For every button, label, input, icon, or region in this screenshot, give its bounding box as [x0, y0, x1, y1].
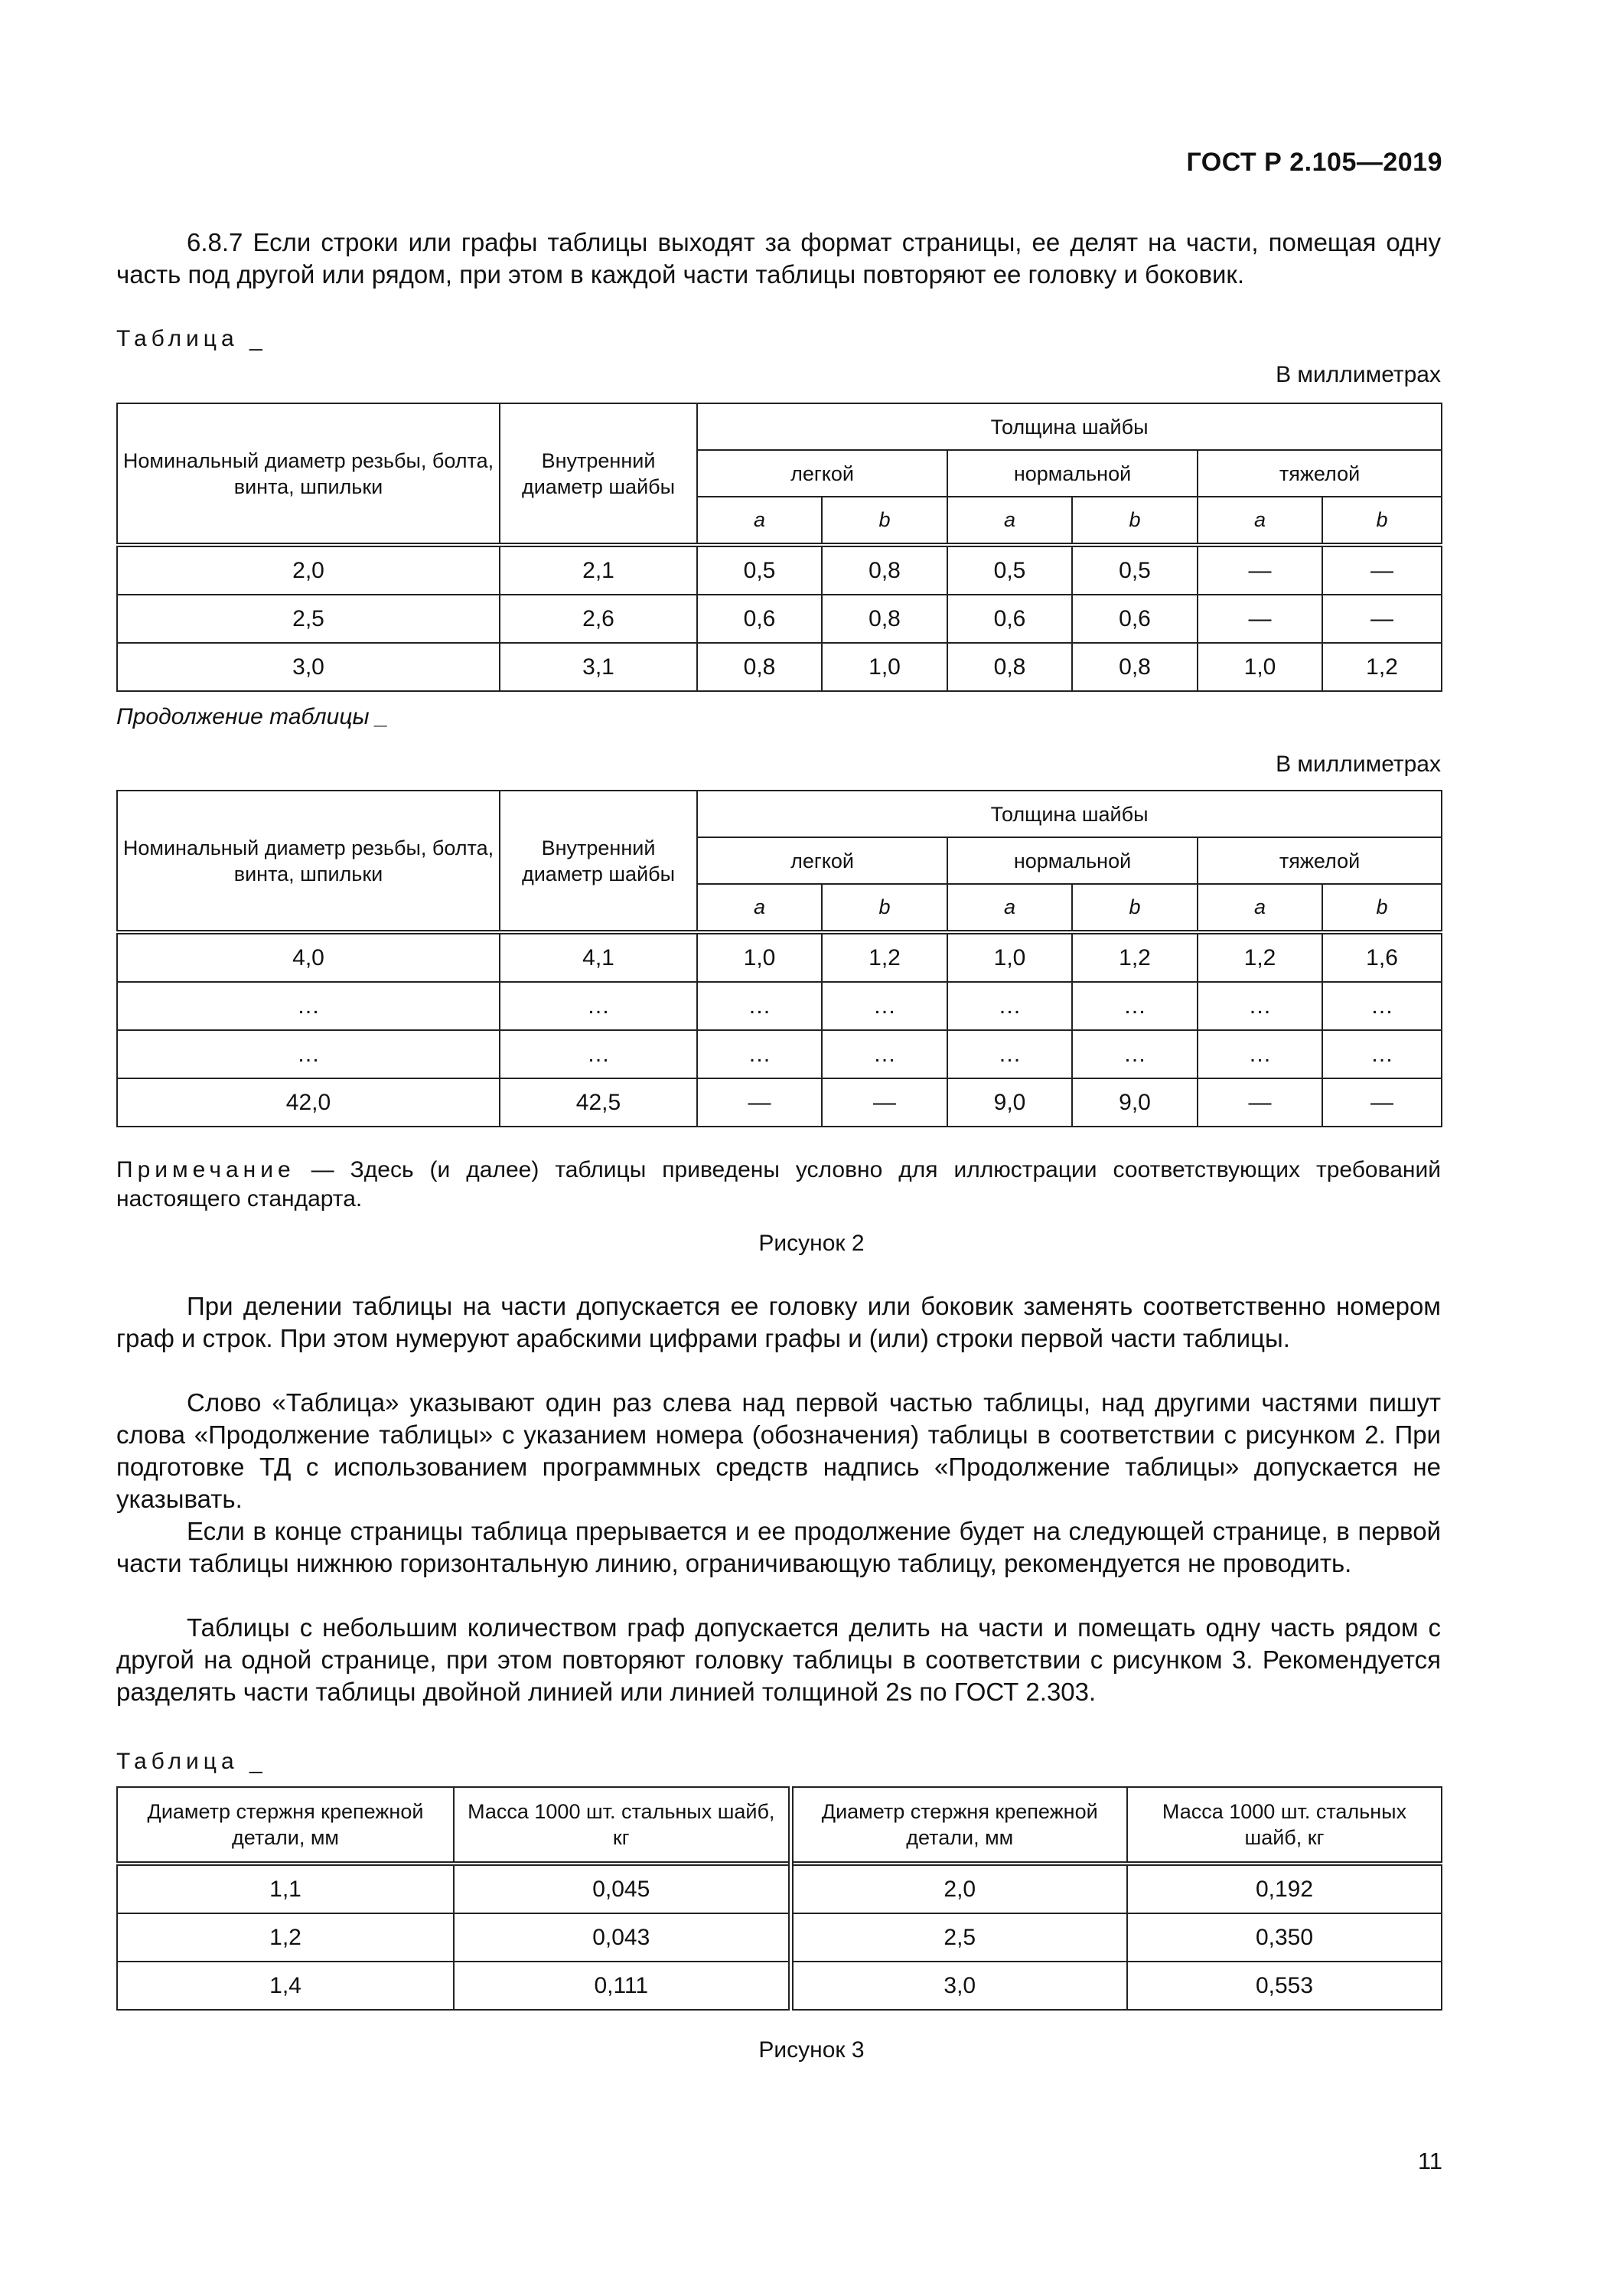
table-cell: 1,0 [697, 932, 822, 982]
table-cell: 0,8 [1072, 643, 1198, 691]
table3-head-diameter: Диаметр стержня крепежной детали, мм [790, 1787, 1127, 1864]
table1-caption: Таблица _ [116, 326, 267, 351]
table-cell: 0,5 [1072, 545, 1198, 595]
table-cell: … [697, 1030, 822, 1078]
table-cell: 1,2 [1198, 932, 1322, 982]
table-row [117, 595, 1442, 643]
table-cell: … [1198, 1030, 1322, 1078]
table-cell: 0,043 [454, 1913, 790, 1962]
table-cell: 0,111 [454, 1962, 790, 2010]
note-text: — Здесь (и далее) таблицы приведены условно для иллюстрации соответствующих требований настоящего стандарта. [116, 1157, 1441, 1212]
document-code-header: ГОСТ Р 2.105—2019 [1186, 148, 1442, 177]
table-cell: 0,6 [697, 595, 822, 643]
table-row [117, 932, 1442, 982]
table-cell: 0,192 [1127, 1864, 1442, 1913]
table-cell: 0,6 [947, 595, 1072, 643]
table-cell: 2,5 [117, 595, 500, 643]
table1-head-b: b [1072, 497, 1198, 545]
table-cell: 1,2 [822, 932, 947, 982]
table-cell: 9,0 [947, 1078, 1072, 1127]
table-cell: … [697, 982, 822, 1030]
table3 [116, 1786, 1442, 2011]
table3-head-diameter: Диаметр стержня крепежной детали, мм [117, 1787, 454, 1864]
table-cell: — [1198, 545, 1322, 595]
table3-head-mass: Масса 1000 шт. стальных шайб, кг [454, 1787, 790, 1864]
table-cell: 3,0 [790, 1962, 1127, 2010]
table-cell: — [1322, 545, 1442, 595]
table2-head-b: b [1072, 884, 1198, 932]
table-row [117, 1864, 1442, 1913]
table-cell: 0,5 [697, 545, 822, 595]
table-cell: … [1198, 982, 1322, 1030]
table-cell: … [1322, 982, 1442, 1030]
table2-head-inner-diameter: Внутренний диаметр шайбы [500, 791, 697, 932]
table1-head-heavy: тяжелой [1198, 450, 1442, 497]
table-row [117, 982, 1442, 1030]
table3-head-mass: Масса 1000 шт. стальных шайб, кг [1127, 1787, 1442, 1864]
table-cell: … [1322, 1030, 1442, 1078]
table-row [117, 545, 1442, 595]
table-row [117, 1962, 1442, 2010]
table-cell: 0,8 [822, 545, 947, 595]
table-cell: 0,045 [454, 1864, 790, 1913]
table-cell: … [1072, 982, 1198, 1030]
paragraph-3: Если в конце страницы таблица прерывается и ее продолжение будет на следующей странице, в первой части таблицы нижнюю горизонтальную линию, ограничивающую таблицу, рекомендуется не проводить. [116, 1517, 1441, 1577]
table-cell: 0,8 [697, 643, 822, 691]
paragraph-4: Таблицы с небольшим количеством граф допускается делить на части и помещать одну часть рядом с другой на одной странице, при этом повторяют головку таблицы в соответствии с рисунком 3. Рекомендуется разделять части таблицы двойной линией или линией толщиной 2s по ГОСТ 2.303. [116, 1613, 1441, 1706]
table1-head-a: a [697, 497, 822, 545]
table1-head-a: a [1198, 497, 1322, 545]
table1-units: В миллиметрах [1276, 362, 1441, 387]
table1-head-thickness: Толщина шайбы [697, 403, 1442, 450]
table2-head-a: a [697, 884, 822, 932]
table-cell: 1,0 [1198, 643, 1322, 691]
table-cell: 2,6 [500, 595, 697, 643]
table-cell: 0,6 [1072, 595, 1198, 643]
table-cell: … [117, 1030, 500, 1078]
table-cell: 1,0 [822, 643, 947, 691]
table-cell: 1,2 [1072, 932, 1198, 982]
table-cell: 2,0 [790, 1864, 1127, 1913]
table3-caption: Таблица _ [116, 1749, 267, 1774]
paragraph-2: Слово «Таблица» указывают один раз слева над первой частью таблицы, над другими частями пишут слова «Продолжение таблицы» с указанием номера (обозначения) таблицы в соответствии с рисунком 2. При подготовке ТД с использованием программных средств надпись «Продолжение таблицы» допускается не указывать. [116, 1388, 1441, 1513]
table1-head-b: b [822, 497, 947, 545]
table2-head-heavy: тяжелой [1198, 837, 1442, 884]
table2-head-b: b [822, 884, 947, 932]
table1 [116, 403, 1442, 692]
table2-head-nominal-diameter: Номинальный диаметр резьбы, болта, винта, шпильки [117, 791, 500, 932]
table2-head-a: a [947, 884, 1072, 932]
table-cell: 1,2 [117, 1913, 454, 1962]
table1-head-nominal-diameter: Номинальный диаметр резьбы, болта, винта, шпильки [117, 403, 500, 545]
table2-head-light: легкой [697, 837, 947, 884]
table-cell: 1,1 [117, 1864, 454, 1913]
table-row [117, 1078, 1442, 1127]
table1-head-a: a [947, 497, 1072, 545]
table-cell: — [697, 1078, 822, 1127]
page-number: 11 [1417, 2148, 1442, 2174]
table-cell: 3,0 [117, 643, 500, 691]
table-cell: 9,0 [1072, 1078, 1198, 1127]
table2-units: В миллиметрах [1276, 752, 1441, 777]
table-cell: — [1198, 595, 1322, 643]
table-cell: 0,8 [822, 595, 947, 643]
table-cell: … [947, 982, 1072, 1030]
table-row [117, 643, 1442, 691]
table-cell: 1,0 [947, 932, 1072, 982]
table-cell: 1,2 [1322, 643, 1442, 691]
table-cell: 1,4 [117, 1962, 454, 2010]
note-label: Примечание [116, 1157, 295, 1182]
table2-head-thickness: Толщина шайбы [697, 791, 1442, 837]
table-cell: — [822, 1078, 947, 1127]
paragraph-1: При делении таблицы на части допускается ее головку или боковик заменять соответственно номером граф и строк. При этом нумеруют арабскими цифрами графы и (или) строки первой части таблицы. [116, 1292, 1441, 1352]
table-cell: 0,8 [947, 643, 1072, 691]
table-cell: … [1072, 1030, 1198, 1078]
table-cell: … [947, 1030, 1072, 1078]
table2-head-b: b [1322, 884, 1442, 932]
table2 [116, 790, 1442, 1127]
table1-head-b: b [1322, 497, 1442, 545]
table-cell: 42,0 [117, 1078, 500, 1127]
table1-head-inner-diameter: Внутренний диаметр шайбы [500, 403, 697, 545]
table-cell: … [500, 982, 697, 1030]
table-cell: … [117, 982, 500, 1030]
table1-head-normal: нормальной [947, 450, 1198, 497]
table2-head-a: a [1198, 884, 1322, 932]
table-cell: … [500, 1030, 697, 1078]
table-cell: 4,1 [500, 932, 697, 982]
table-note [116, 1156, 1441, 1214]
table1-head-light: легкой [697, 450, 947, 497]
table-cell: 2,1 [500, 545, 697, 595]
table2-caption: Продолжение таблицы _ [116, 704, 389, 729]
figure2-caption: Рисунок 2 [758, 1231, 865, 1256]
table-cell: 0,350 [1127, 1913, 1442, 1962]
table-cell: 0,5 [947, 545, 1072, 595]
table-cell: … [822, 1030, 947, 1078]
table-cell: … [822, 982, 947, 1030]
table-cell: — [1322, 1078, 1442, 1127]
table-cell: — [1198, 1078, 1322, 1127]
table-cell: 42,5 [500, 1078, 697, 1127]
table-cell: 2,0 [117, 545, 500, 595]
figure3-caption: Рисунок 3 [758, 2037, 865, 2063]
paragraph-6-8-7: 6.8.7 Если строки или графы таблицы выходят за формат страницы, ее делят на части, помещая одну часть под другой или рядом, при этом в каждой части таблицы повторяют ее головку и боковик. [116, 228, 1441, 289]
table-cell: — [1322, 595, 1442, 643]
table2-head-normal: нормальной [947, 837, 1198, 884]
table-row [117, 1913, 1442, 1962]
table-cell: 4,0 [117, 932, 500, 982]
table-cell: 1,6 [1322, 932, 1442, 982]
table-row [117, 1030, 1442, 1078]
table-cell: 0,553 [1127, 1962, 1442, 2010]
table-cell: 2,5 [790, 1913, 1127, 1962]
table-cell: 3,1 [500, 643, 697, 691]
